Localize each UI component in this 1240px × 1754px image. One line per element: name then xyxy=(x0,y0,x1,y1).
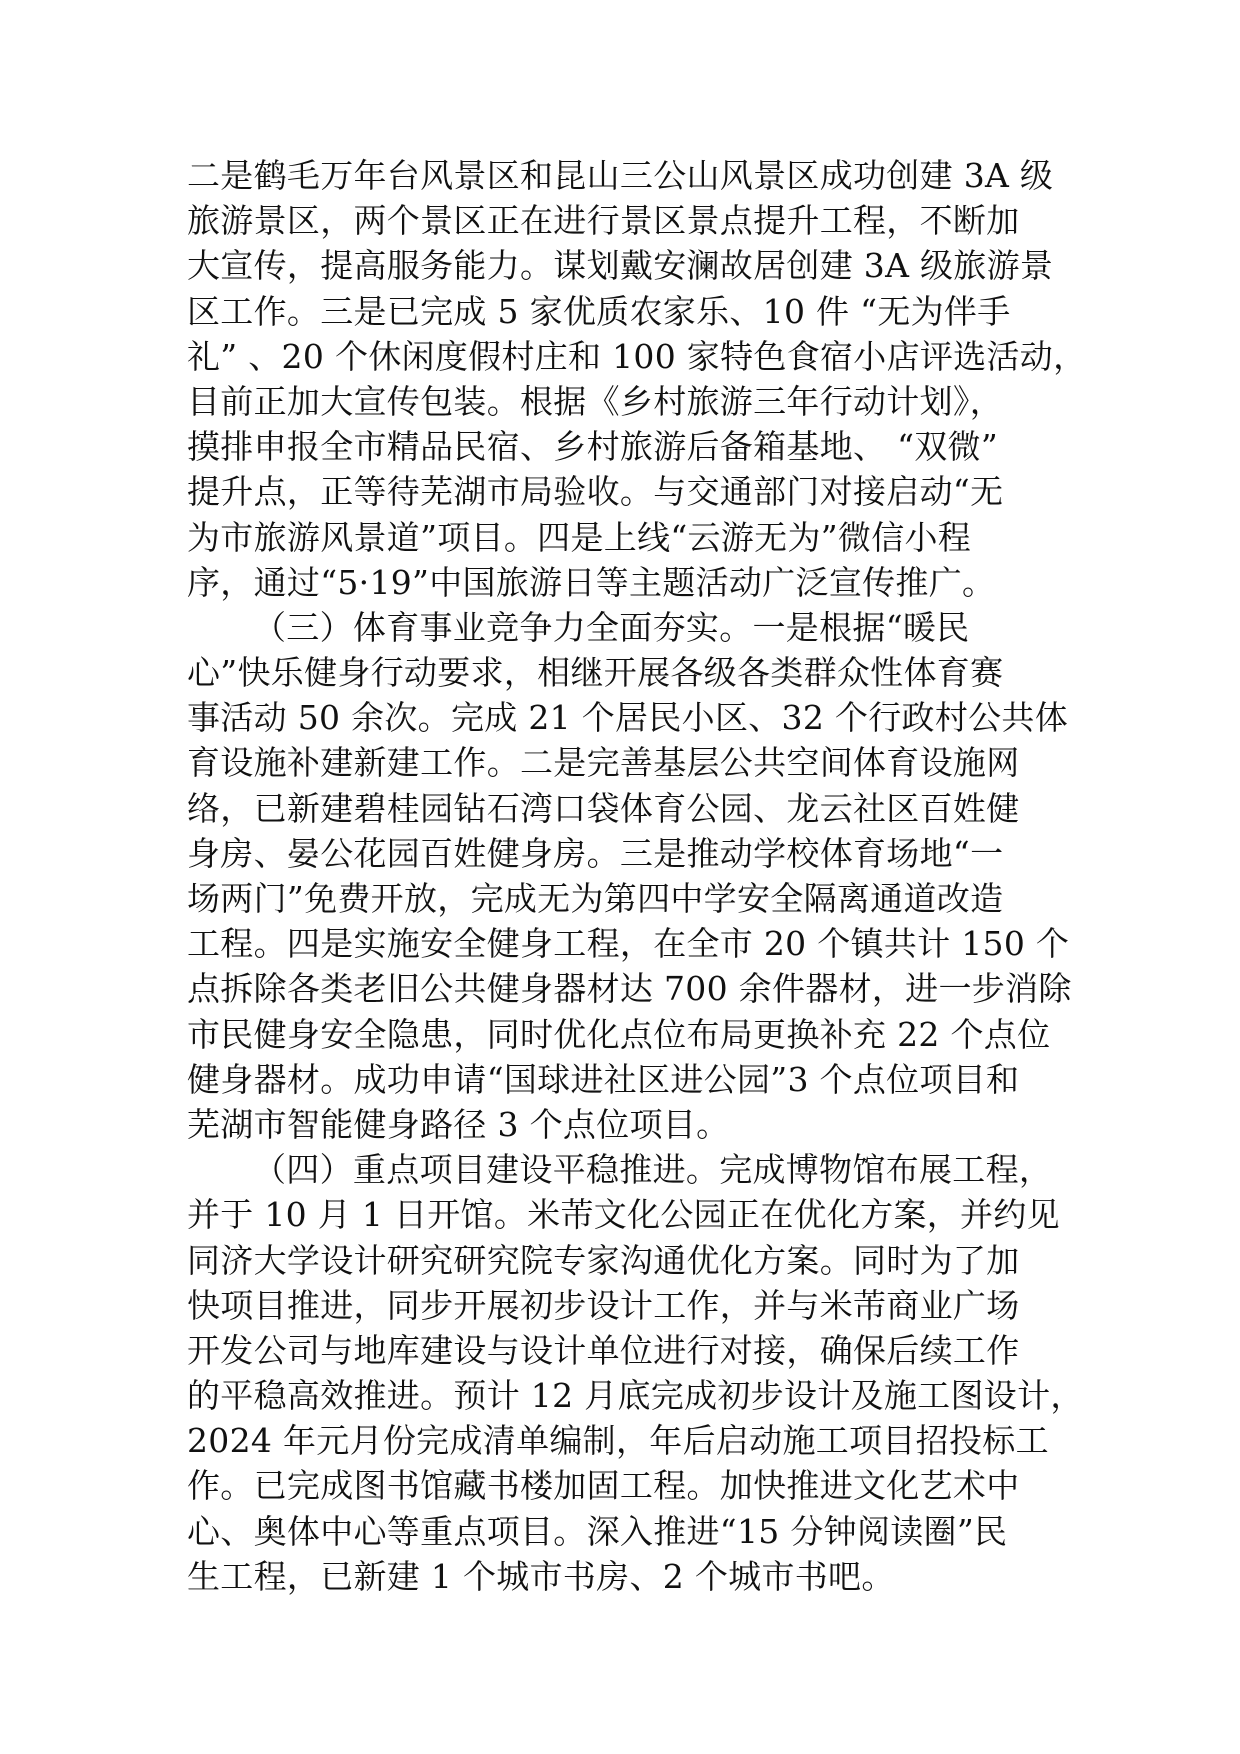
text-line: 身房、晏公花园百姓健身房。三是推动学校体育场地“一 xyxy=(187,833,1004,873)
text-line: 络，已新建碧桂园钻石湾口袋体育公园、龙云社区百姓健 xyxy=(187,788,1020,828)
text-line: 区工作。三是已完成 5 家优质农家乐、10 件 “无为伴手 xyxy=(187,291,1011,331)
section-heading-line: （三）体育事业竞争力全面夯实。一是根据“暖民 xyxy=(253,607,970,647)
text-line: 快项目推进，同步开展初步设计工作，并与米芾商业广场 xyxy=(187,1285,1020,1325)
text-line: 序，通过“5·19”中国旅游日等主题活动广泛宣传推广。 xyxy=(187,562,996,602)
text-line: 健身器材。成功申请“国球进社区进公园”3 个点位项目和 xyxy=(187,1059,1020,1099)
text-line: 礼” 、20 个休闲度假村庄和 100 家特色食宿小店评选活动， xyxy=(187,336,1087,376)
text-line: 作。已完成图书馆藏书楼加固工程。加快推进文化艺术中 xyxy=(187,1466,1020,1506)
document-body xyxy=(187,153,1087,1599)
text-line: 点拆除各类老旧公共健身器材达 700 余件器材，进一步消除 xyxy=(187,969,1072,1009)
text-line: 芜湖市智能健身路径 3 个点位项目。 xyxy=(187,1104,730,1144)
text-line: 为市旅游风景道”项目。四是上线“云游无为”微信小程 xyxy=(187,517,972,557)
text-line: 提升点，正等待芜湖市局验收。与交通部门对接启动“无 xyxy=(187,472,1004,512)
text-line: 开发公司与地库建设与设计单位进行对接，确保后续工作 xyxy=(187,1330,1020,1370)
text-line: 同济大学设计研究研究院专家沟通优化方案。同时为了加 xyxy=(187,1240,1020,1280)
text-line: 生工程，已新建 1 个城市书房、2 个城市书吧。 xyxy=(187,1556,895,1596)
text-line: 并于 10 月 1 日开馆。米芾文化公园正在优化方案，并约见 xyxy=(187,1195,1060,1235)
text-line: 大宣传，提高服务能力。谋划戴安澜故居创建 3A 级旅游景 xyxy=(187,246,1054,286)
text-line: 的平稳高效推进。预计 12 月底完成初步设计及施工图设计， xyxy=(187,1376,1084,1416)
text-line: 旅游景区，两个景区正在进行景区景点提升工程，不断加 xyxy=(187,201,1020,241)
text-line: 场两门”免费开放，完成无为第四中学安全隔离通道改造 xyxy=(187,879,1004,918)
text-line: 心、奥体中心等重点项目。深入推进“15 分钟阅读圈”民 xyxy=(187,1511,1008,1551)
section-heading-line: （四）重点项目建设平稳推进。完成博物馆布展工程， xyxy=(253,1150,1053,1190)
text-line: 育设施补建新建工作。二是完善基层公共空间体育设施网 xyxy=(187,743,1020,783)
text-line: 目前正加大宣传包装。根据《乡村旅游三年行动计划》， xyxy=(187,381,1003,421)
text-line: 心”快乐健身行动要求，相继开展各级各类群众性体育赛 xyxy=(187,653,1004,693)
text-line: 市民健身安全隐患，同时优化点位布局更换补充 22 个点位 xyxy=(187,1014,1051,1054)
text-line: 2024 年元月份完成清单编制，年后启动施工项目招投标工 xyxy=(187,1421,1049,1461)
text-line: 工程。四是实施安全健身工程，在全市 20 个镇共计 150 个 xyxy=(187,924,1070,964)
text-line: 摸排申报全市精品民宿、乡村旅游后备箱基地、 “双微” xyxy=(187,427,999,467)
text-line: 事活动 50 余次。完成 21 个居民小区、32 个行政村公共体 xyxy=(187,698,1069,738)
text-line: 二是鹤毛万年台风景区和昆山三公山风景区成功创建 3A 级 xyxy=(187,156,1054,195)
